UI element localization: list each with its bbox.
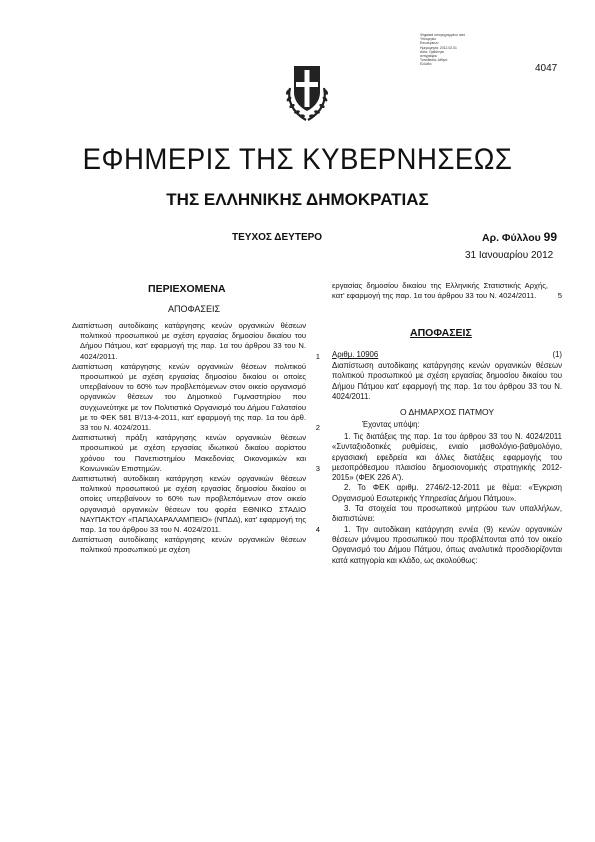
body-paragraph: 2. Το ΦΕΚ αριθμ. 2746/2-12-2011 με θέμα: «Έγκριση Οργανισμού Εσωτερικής Υπηρεσίας Δήμου Πάτμου». [332,483,562,503]
toc-entry-text-end: εργασίας δημοσίου δικαίου της Ελληνικής Στατιστικής Αρχής, κατ' εφαρμογή της παρ. 1α του άρθρου 33 του Ν. 4024/2011. [332,281,548,301]
toc-entry-text: Διαπίστωση αυτοδίκαιης κατάργησης κενών οργανικών θέσεων πολιτικού προσωπικού με σχέση εργασίας δημοσίου δικαίου του Δήμου Πάτμου, κατ' εφαρμογή της παρ. 1α του άρθρου 33 του Ν. 4024/2011. [72,321,306,361]
decision-number-row [332,350,562,359]
greek-coat-of-arms-icon [282,58,332,124]
considering-label: Έχοντας υπόψη: [362,420,420,429]
toc-entry-page: 4 [315,525,320,535]
toc-entry-text-start: Διαπίστωση αυτοδίκαιης κατάργησης κενών οργανικών θέσεων πολιτικού προσωπικού με σχέση [72,535,306,555]
body-paragraph: 1. Τις διατάξεις της παρ. 1α του άρθρου 33 του Ν. 4024/2011 «Συνταξιοδοτικές ρυθμίσεις, ενιαίο μισθολόγιο-βαθμολόγιο, εργασιακή εφεδρεία και άλλες διατάξεις εφαρμογής του μεσοπρόθεσμου πλαισίου δημοσιονομικής στρατηγικής 2012-2015» (ΦΕΚ 226 Α'). [332,432,562,483]
stamp-line: Υπουργείο [420,37,437,42]
stamp-line: Τοποθεσία: Αθήνα [420,58,448,63]
toc-subtitle: ΑΠΟΦΑΣΕΙΣ [168,304,221,314]
toc-entry-text: Διαπίστωση κατάργησης κενών οργανικών θέσεων πολιτικού προσωπικού με σχέση εργασίας δημοσίου δικαίου οι οποίες υπερβαίνουν το 60% των προβλεπόμενων στον οικείο οργανισμό οργανικών θέσεων του Δημοτικού Γυμναστηρίου που συγχωνεύτηκε με τον Πολιτιστικό Οργανισμό του Δήμου Γαλατσίου με το ΦΕΚ 581 Β'/13-4-2011, κατ' εφαρμογή της παρ. 1α του άρθ. 33 του Ν. 4024/2011. [72,361,306,433]
gazette-title: ΕΦΗΜΕΡΙΣ ΤΗΣ ΚΥΒΕΡΝΗΣΕΩΣ [82,143,513,176]
toc-entry-text: Διαπιστωτική αυτοδίκαιη κατάργηση κενών οργανικών θέσεων πολιτικού προσωπικού με σχέση εργασίας δημοσίου δικαίου οι οποίες υπερβαίνουν το 60% των προβλεπόμενων στον οικείο οργανισμό οργανικών θέσεων του φορέα ΕΘΝΙΚΟ ΣΤΑΔΙΟ ΝΑΥΠΑΚΤΟΥ «ΠΑΠΑΧΑΡΑΛΑΜΠΕΙΟ» (ΝΠΔΔ), κατ' εφαρμογή της παρ. 1α του άρθρου 33 του Ν. 4024/2011. [72,474,306,535]
body-paragraph: 3. Τα στοιχεία του προσωπικού μητρώου των υπαλλήλων, διαπιστώνει: [332,504,562,524]
toc-list-continued [332,281,562,301]
issue-series: ΤΕΥΧΟΣ ΔΕΥΤΕΡΟ [232,232,323,243]
stamp-line: Εσωτερικών [420,41,439,46]
toc-entry[interactable] [72,321,320,362]
digital-signature-stamp [420,33,492,67]
stamp-line: Ελλάδα [420,62,432,67]
toc-title: ΠΕΡΙΕΧΟΜΕΝΑ [148,283,226,295]
stamp-line: Αιτία: Ορθότητα [420,49,444,54]
decision-body [332,432,562,566]
toc-entry-page: 5 [557,291,562,301]
toc-entry[interactable] [72,362,320,433]
toc-entry[interactable] [72,433,320,474]
toc-entry-continued[interactable] [332,281,562,301]
toc-entry-start[interactable] [72,535,320,555]
toc-entry-page: 1 [315,351,320,361]
decision-summary: Διαπίστωση αυτοδίκαιης κατάργησης κενών οργανικών θέσεων πολιτικού προσωπικού με σχέση εργασίας δημοσίου δικαίου του Δήμου Πάτμου κατ' εφαρμογή της παρ. 1α του άρθρου 33 του Ν. 4024/2011. [332,361,562,401]
gazette-subtitle: ΤΗΣ ΕΛΛΗΝΙΚΗΣ ΔΗΜΟΚΡΑΤΙΑΣ [166,190,429,209]
decision-number: Αριθμ. 10906 [332,350,379,359]
sheet-number-label [482,230,557,244]
toc-entry[interactable] [72,474,320,535]
stamp-line: Ημερομηνία: 2012.02.01 [420,45,457,50]
toc-entry-page: 3 [315,463,320,473]
toc-entry-text: Διαπιστωτική πράξη κατάργησης κενών οργανικών θέσεων προσωπικού με σχέση εργασίας ιδιωτικού δικαίου αορίστου χρόνου του Πανεπιστημίου Μακεδονίας Οικονομικών και Κοινωνικών Επιστημών. [72,433,306,473]
issuing-authority: Ο ΔΗΜΑΡΧΟΣ ΠΑΤΜΟΥ [399,407,495,417]
issue-date: 31 Ιανουαρίου 2012 [465,250,554,261]
sheet-number: 99 [543,230,558,244]
stamp-line: αντιγράφου [420,54,438,59]
decision-index: (1) [552,350,562,359]
stamp-line: Ψηφιακά υπογεγραμμένο από [420,33,466,37]
decisions-heading: ΑΠΟΦΑΣΕΙΣ [410,327,472,339]
body-paragraph: 1. Την αυτοδίκαιη κατάργηση εννέα (9) κενών οργανικών θέσεων μόνιμου προσωπικού που προβλέπονται από τον οικείο Οργανισμό του Δήμου Πάτμου, όπως αναλυτικά προσδιορίζονται κατά κατηγορία και κλάδο, ως ακολούθως: [332,524,562,565]
toc-entry-page: 2 [315,423,320,433]
toc-list [72,321,320,556]
page-number: 4047 [535,63,558,74]
sheet-label-text: Αρ. Φύλλου [482,232,541,244]
